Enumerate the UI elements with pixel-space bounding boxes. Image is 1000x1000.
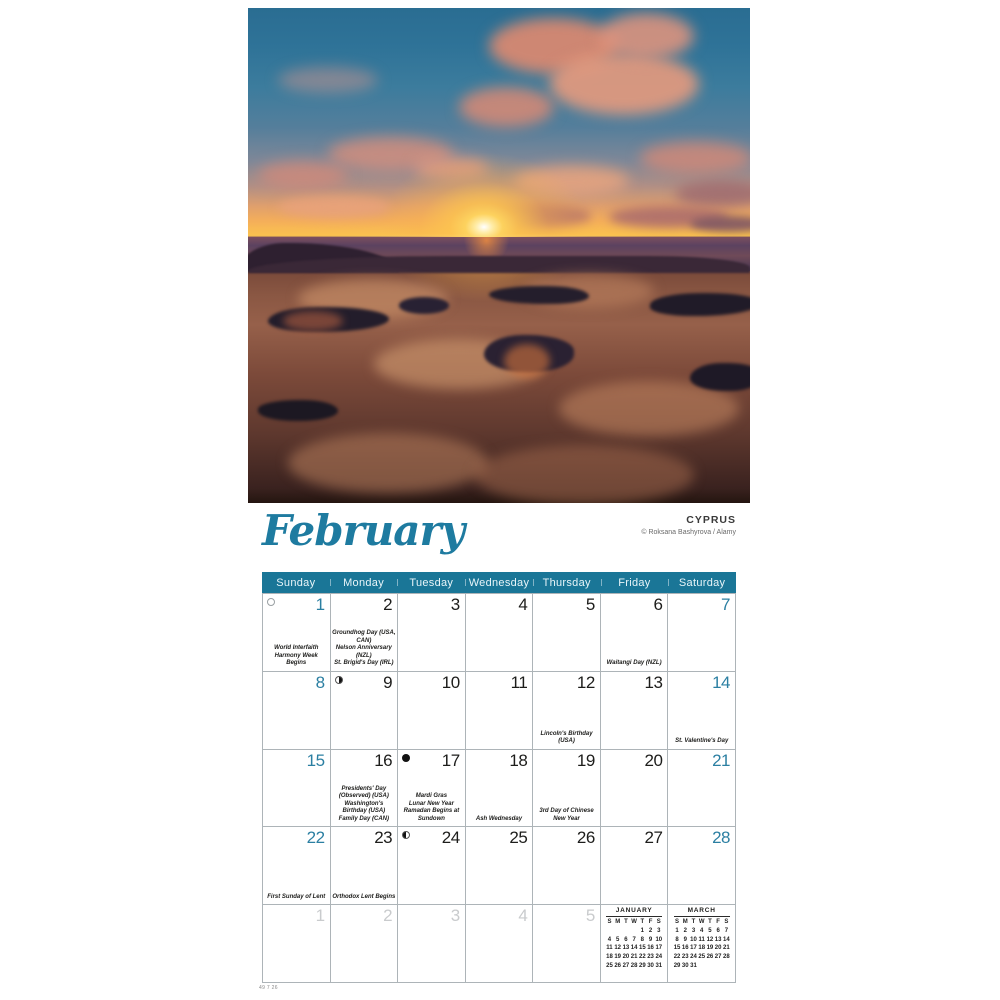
holiday-text: 3rd Day of Chinese New Year — [539, 808, 594, 822]
weekday-friday: Friday — [601, 577, 669, 589]
tide-pool — [258, 400, 338, 421]
date-number: 5 — [585, 906, 595, 926]
holiday-text: Ash Wednesday — [475, 815, 523, 822]
tide-pool — [650, 293, 750, 316]
calendar-cell — [466, 905, 534, 983]
weekday-thursday: Thursday — [533, 577, 601, 589]
date-number: 2 — [383, 906, 393, 926]
calendar-cell — [331, 827, 399, 905]
tide-pool — [399, 297, 449, 313]
calendar-cell — [601, 750, 669, 828]
photo-location: CYPRUS — [686, 514, 736, 526]
date-number: 6 — [653, 595, 663, 614]
date-number: 4 — [518, 906, 528, 926]
calendar-cell — [263, 594, 331, 672]
holiday-text: Mardi Gras Lunar New Year Ramadan Begins at Sundown — [403, 793, 460, 822]
date-number: 1 — [315, 595, 325, 614]
date-number: 19 — [576, 750, 595, 770]
month-title: February — [262, 506, 465, 555]
date-number: 1 — [315, 906, 325, 926]
mini-calendar-january — [604, 907, 665, 980]
calendar-cell — [601, 672, 669, 750]
calendar-cell — [533, 594, 601, 672]
weekday-monday: Monday — [330, 577, 398, 589]
date-number: 5 — [585, 595, 595, 614]
calendar-cell — [398, 750, 466, 828]
calendar-cell — [263, 750, 331, 828]
calendar-cell — [398, 672, 466, 750]
holiday-text: Presidents' Day (Observed) (USA) Washington's Birthday (USA) Family Day (CAN) — [338, 785, 390, 822]
calendar-cell — [601, 594, 669, 672]
weekday-header-bar — [262, 572, 736, 593]
date-number: 21 — [712, 750, 730, 770]
mini-calendar-title: MARCH — [674, 907, 730, 917]
cloud — [549, 53, 699, 115]
date-number: 25 — [509, 828, 528, 848]
date-number: 23 — [374, 828, 393, 848]
date-number: 3 — [450, 906, 460, 926]
calendar-cell — [466, 672, 534, 750]
photo-credit: © Roksana Bashyrova / Alamy — [641, 529, 736, 536]
calendar-cell — [331, 672, 399, 750]
date-number: 2 — [383, 595, 393, 614]
calendar-cell — [668, 750, 736, 828]
calendar-cell — [668, 594, 736, 672]
date-number: 27 — [644, 828, 663, 848]
mini-calendar-title: JANUARY — [606, 907, 662, 917]
date-number: 14 — [712, 672, 730, 692]
first-quarter-moon-icon — [402, 831, 410, 839]
holiday-text: Waitangi Day (NZL) — [606, 660, 662, 667]
weekday-tuesday: Tuesday — [397, 577, 465, 589]
date-number: 15 — [306, 750, 325, 770]
date-number: 12 — [576, 672, 595, 692]
mini-calendar-grid: S M T W T F S 1 2 3 4 5 6 7 8 9 10 11 12 13 14 15 16 17 18 19 20 21 22 23 24 25 26 27 28 29 30 31 — [673, 919, 730, 969]
holiday-text: Groundhog Day (USA, CAN) Nelson Anniversary (NZL) St. Brigid's Day (IRL) — [332, 630, 396, 667]
pool-reflection — [504, 344, 550, 378]
calendar-cell — [533, 905, 601, 983]
calendar-cell — [601, 827, 669, 905]
last-quarter-moon-icon — [335, 676, 343, 684]
mini-calendar-grid: S M T W T F S 1 2 3 4 5 6 7 8 9 10 11 12 13 14 15 16 17 18 19 20 21 22 23 24 25 26 27 28 29 30 31 — [606, 919, 663, 969]
cloud — [278, 67, 378, 93]
weekday-wednesday: Wednesday — [465, 577, 533, 589]
date-number: 20 — [644, 750, 663, 770]
date-number: 8 — [315, 672, 325, 692]
holiday-text: First Sunday of Lent — [267, 893, 326, 900]
date-number: 10 — [441, 672, 460, 692]
calendar-cell — [398, 594, 466, 672]
cloud — [675, 181, 750, 207]
photo-caption — [641, 514, 736, 536]
weekday-saturday: Saturday — [668, 577, 736, 589]
calendar-cell — [533, 750, 601, 828]
calendar-cell — [668, 905, 736, 983]
new-moon-icon — [402, 754, 410, 762]
calendar-cell — [601, 905, 669, 983]
cloud — [258, 161, 348, 189]
holiday-text: Lincoln's Birthday (USA) — [540, 730, 593, 745]
calendar-cell — [466, 594, 534, 672]
mini-calendar-march — [671, 907, 732, 980]
date-number: 26 — [576, 828, 595, 848]
date-number: 22 — [306, 828, 325, 848]
calendar-cell — [466, 750, 534, 828]
product-code: 49 7 26 — [259, 985, 278, 991]
calendar-cell — [466, 827, 534, 905]
calendar-cell — [331, 594, 399, 672]
calendar-cell — [398, 905, 466, 983]
calendar-cell — [331, 750, 399, 828]
calendar-grid — [262, 593, 736, 983]
calendar-cell — [398, 827, 466, 905]
date-number: 17 — [441, 750, 460, 770]
full-moon-icon — [267, 598, 275, 606]
weekday-sunday: Sunday — [276, 576, 316, 589]
holiday-text: St. Valentine's Day — [675, 738, 729, 745]
rocky-foreground — [248, 269, 750, 503]
tide-pool — [489, 286, 589, 305]
holiday-text: World Interfaith Harmony Week Begins — [274, 645, 319, 667]
cloud — [459, 87, 554, 127]
cloud — [640, 142, 750, 174]
cloud — [599, 13, 694, 59]
date-number: 16 — [374, 750, 393, 770]
date-number: 4 — [518, 595, 528, 614]
date-number: 13 — [644, 672, 663, 692]
calendar-cell — [668, 827, 736, 905]
calendar-cell — [533, 827, 601, 905]
calendar-cell — [668, 672, 736, 750]
sunset-coast-photo — [248, 8, 750, 503]
tide-pool — [690, 363, 750, 391]
date-number: 28 — [712, 828, 730, 848]
date-number: 7 — [721, 595, 730, 614]
date-number: 24 — [441, 828, 460, 848]
date-number: 9 — [383, 672, 393, 692]
date-number: 18 — [509, 750, 528, 770]
holiday-text: Orthodox Lent Begins — [332, 893, 396, 900]
rock-highlight — [288, 433, 488, 493]
rock-highlight — [474, 445, 694, 503]
date-number: 11 — [510, 672, 528, 692]
calendar-cell — [533, 672, 601, 750]
date-number: 3 — [450, 595, 460, 614]
calendar-cell — [331, 905, 399, 983]
calendar-cell — [263, 672, 331, 750]
calendar-cell — [263, 905, 331, 983]
calendar-cell — [263, 827, 331, 905]
title-row — [262, 506, 736, 568]
